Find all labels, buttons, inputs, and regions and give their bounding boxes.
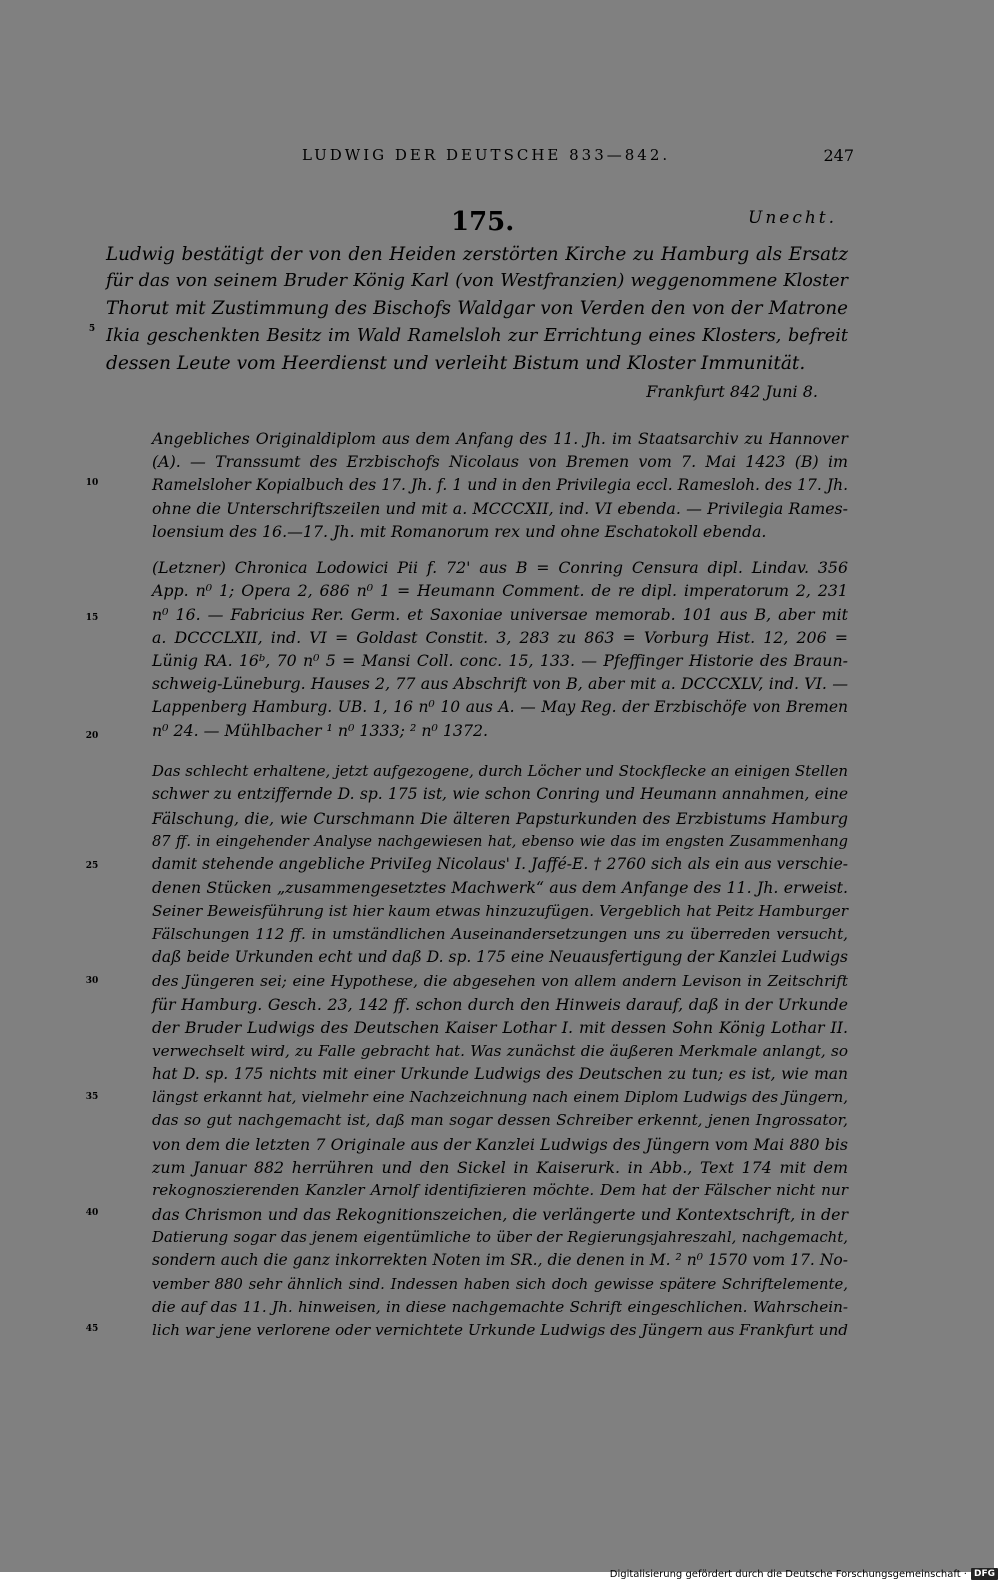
margin-line-number: 15 [85,613,99,623]
commentary-line: schwer zu entziffernde D. sp. 175 ist, wie schon Conring und Heumann annahmen, eine [152,785,848,804]
editions-line: n⁰ 16. — Fabricius Rer. Germ. et Saxoniae universae memorab. 101 aus B, aber mit [152,604,848,624]
commentary-line: die auf das 11. Jh. hinweisen, in diese nachgemachte Schrift eingeschlichen. Wahrschein- [152,1297,848,1316]
tradition-line: (A). — Transsumt des Erzbischofs Nicolaus von Bremen vom 7. Mai 1423 (B) im [152,452,848,472]
credit-text: Digitalisierung gefördert durch die Deutsche Forschungsgemeinschaft · [609,1568,967,1580]
editions-line: (Letzner) Chronica Lodowici Pii f. 72' aus B = Conring Censura dipl. Lindav. 356 [152,558,848,577]
dfg-logo: DFG [971,1568,998,1580]
editions-line: Lünig RA. 16ᵇ, 70 n⁰ 5 = Mansi Coll. conc. 15, 133. — Pfeffinger Historie des Braun- [152,651,848,671]
commentary-line: denen Stücken „zusammengesetztes Machwerk“ aus dem Anfange des 11. Jh. erweist. [152,878,848,898]
margin-line-number: 25 [85,861,99,871]
commentary-line: damit stehende angebliche PriviIeg Nicolaus' I. Jaffé-E. † 2760 sich als ein aus verschie- [152,855,848,874]
document-number: 175. [451,207,515,237]
tradition-paragraph [152,427,848,543]
tradition-line: Ramelsloher Kopialbuch des 17. Jh. f. 1 und in den Privilegia eccl. Ramesloh. des 17. Jh. [152,475,848,494]
commentary-line: Seiner Beweisführung ist hier kaum etwas hinzuzufügen. Vergeblich hat Peitz Hamburger [152,901,848,920]
editions-paragraph [152,556,848,742]
summary-line: Thorut mit Zustimmung des Bischofs Waldgar von Verden den von der Matrone [106,298,848,320]
commentary-line: 87 ff. in eingehender Analyse nachgewiesen hat, ebenso wie das im engsten Zusammenhang [152,832,848,850]
margin-line-number: 10 [85,478,99,488]
commentary-line: sondern auch die ganz inkorrekten Noten im SR., die denen in M. ² n⁰ 1570 vom 17. No- [152,1251,848,1270]
margin-line-number: 30 [85,976,99,986]
commentary-line: das so gut nachgemacht ist, daß man sogar dessen Schreiber erkennt, jenen Ingrossator, [152,1111,848,1130]
commentary-line: des Jüngeren sei; eine Hypothese, die abgesehen von allem andern Levison in Zeitschrift [152,971,848,990]
commentary-line: Fälschungen 112 ff. in umständlichen Auseinandersetzungen uns zu überreden versucht, [152,925,848,944]
commentary-line: längst erkannt hat, vielmehr eine Nachzeichnung nach einem Diplom Ludwigs des Jüngern, [152,1088,848,1107]
commentary-line: von dem die letzten 7 Originale aus der Kanzlei Ludwigs des Jüngern vom Mai 880 bis [152,1134,848,1154]
authenticity-status: Unecht. [748,208,838,228]
commentary-line: das Chrismon und das Rekognitionszeichen, die verlängerte und Kontextschrift, in der [152,1204,848,1224]
margin-line-number: 5 [88,324,96,334]
tradition-line: loensium des 16.—17. Jh. mit Romanorum rex und ohne Eschatokoll ebenda. [152,522,767,542]
tradition-line: ohne die Unterschriftszeilen und mit a. MCCCXII, ind. VI ebenda. — Privilegia Rames- [152,498,848,518]
digitization-credit [610,1567,1000,1581]
commentary-line: lich war jene verlorene oder vernichtete Urkunde Ludwigs des Jüngern aus Frankfurt und [152,1321,848,1340]
commentary-line: Fälschung, die, wie Curschmann Die älteren Papsturkunden des Erzbistums Hamburg [152,808,848,828]
editions-line: a. DCCCLXII, ind. VI = Goldast Constit. 3, 283 zu 863 = Vorburg Hist. 12, 206 = [152,627,848,647]
commentary-line: daß beide Urkunden echt und daß D. sp. 175 eine Neuausfertigung der Kanzlei Ludwigs [152,948,848,967]
commentary-paragraph [152,760,848,1342]
editions-line: App. n⁰ 1; Opera 2, 686 n⁰ 1 = Heumann Comment. de re dipl. imperatorum 2, 231 [152,581,848,601]
commentary-line: hat D. sp. 175 nichts mit einer Urkunde Ludwigs des Deutschen zu tun; es ist, wie man [152,1064,848,1083]
margin-line-number: 20 [85,731,99,741]
commentary-line: Das schlecht erhaltene, jetzt aufgezogene, durch Löcher und Stockflecke an einigen Stellen [152,762,848,780]
commentary-line: rekognoszierenden Kanzler Arnolf identifizieren möchte. Dem hat der Fälscher nicht nur [152,1181,848,1200]
summary-line: dessen Leute vom Heerdienst und verleiht Bistum und Kloster Immunität. [106,352,806,374]
tradition-line: Angebliches Originaldiplom aus dem Anfang des 11. Jh. im Staatsarchiv zu Hannover [152,429,848,448]
editions-line: n⁰ 24. — Mühlbacher ¹ n⁰ 1333; ² n⁰ 1372. [152,721,489,741]
page-number: 247 [823,146,854,165]
summary-line: Ludwig bestätigt der von den Heiden zerstörten Kirche zu Hamburg als Ersatz [106,244,848,265]
editions-line: Lappenberg Hamburg. UB. 1, 16 n⁰ 10 aus A. — May Reg. der Erzbischöfe von Bremen [152,697,848,716]
margin-line-number: 40 [85,1208,99,1218]
document-summary [106,241,848,377]
commentary-line: der Bruder Ludwigs des Deutschen Kaiser Lothar I. mit dessen Sohn König Lothar II. [152,1018,848,1038]
commentary-line: zum Januar 882 herrühren und den Sickel in Kaiserurk. in Abb., Text 174 mit dem [152,1158,848,1178]
commentary-line: verwechselt wird, zu Falle gebracht hat. Was zunächst die äußeren Merkmale anlangt, so [152,1041,848,1060]
summary-line: für das von seinem Bruder König Karl (von Westfranzien) weggenommene Kloster [106,271,848,292]
running-header [100,146,854,168]
margin-line-number: 35 [85,1092,99,1102]
summary-line: Ikia geschenkten Besitz im Wald Ramelsloh zur Errichtung eines Klosters, befreit [106,325,848,346]
editions-line: schweig-Lüneburg. Hauses 2, 77 aus Abschrift von B, aber mit a. DCCCXLV, ind. VI. — [152,674,848,694]
margin-line-number: 45 [85,1324,99,1334]
commentary-line: für Hamburg. Gesch. 23, 142 ff. schon durch den Hinweis darauf, daß in der Urkunde [152,994,848,1014]
commentary-line: vember 880 sehr ähnlich sind. Indessen haben sich doch gewisse spätere Schriftelemente, [152,1274,848,1293]
commentary-line: Datierung sogar das jenem eigentümliche to über der Regierungsjahreszahl, nachgemacht, [152,1227,848,1246]
running-title: LUDWIG DER DEUTSCHE 833—842. [302,146,671,164]
place-date: Frankfurt 842 Juni 8. [646,382,818,401]
